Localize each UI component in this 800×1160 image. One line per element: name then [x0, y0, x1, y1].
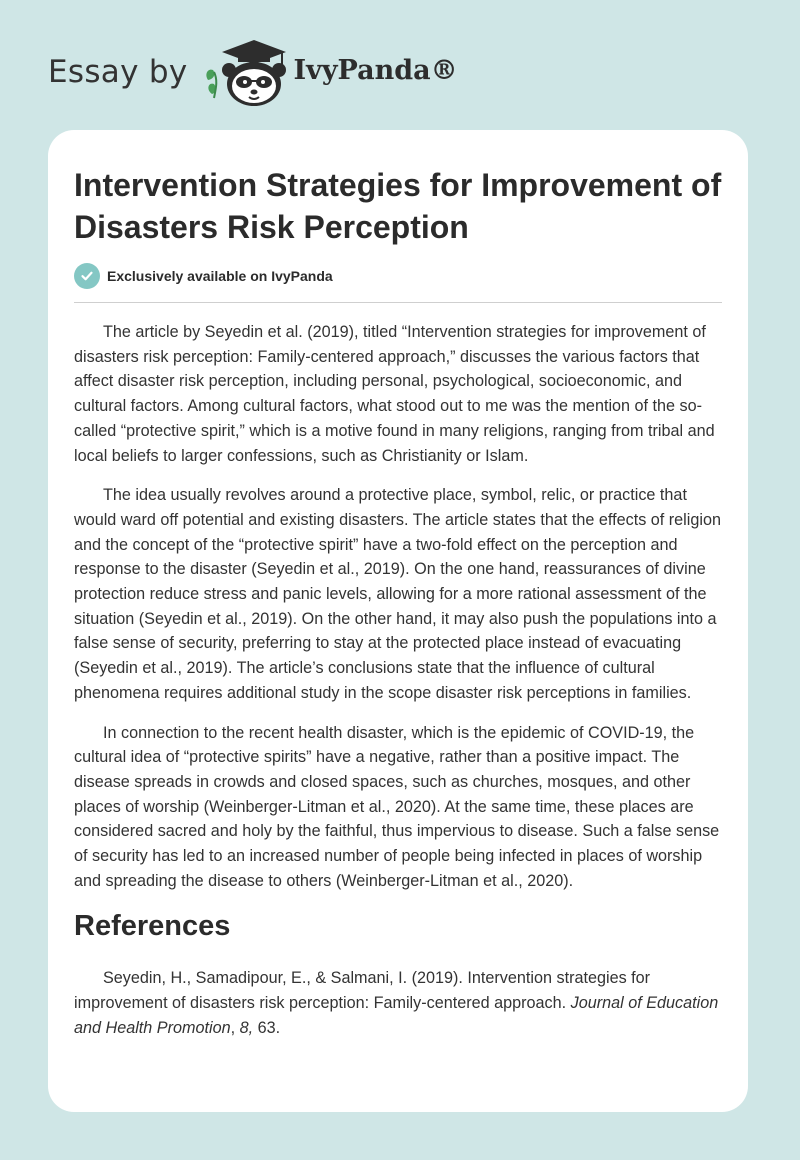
- site-header: [48, 36, 458, 108]
- paragraph-1: The article by Seyedin et al. (2019), titled “Intervention strategies for improvement of disasters risk perception: Family-centered approach,” discusses the various factors that affect disaster risk perception, including personal, psychological, socioeconomic, and cultural factors. Among cultural factors, what stood out to me was the mention of the so-called “protective spirit,” which is a motive found in many religions, ranging from tribal and local beliefs to larger confessions, such as Christianity or Islam.: [74, 323, 715, 465]
- reference-text: Seyedin, H., Samadipour, E., & Salmani, I. (2019). Intervention strategies for improvement of disasters risk perception: Family-centered approach.: [74, 969, 651, 1013]
- exclusive-label: Exclusively available on IvyPanda: [107, 268, 333, 284]
- paragraph-3: In connection to the recent health disaster, which is the epidemic of COVID-19, the cultural idea of “protective spirits” have a negative, rather than a positive impact. The disease spreads in crowds and closed spaces, such as churches, mosques, and other places of worship (Weinberger-Litman et al., 2020). At the same time, these places are considered sacred and holy by the faithful, thus impervious to disease. Such a false sense of security has led to an increased number of people being infected in places of worship and spreading the disease to others (Weinberger-Litman et al., 2020).: [74, 723, 720, 890]
- divider: [74, 302, 722, 303]
- reference-sep: ,: [230, 1018, 240, 1037]
- paragraph-2: The idea usually revolves around a protective place, symbol, relic, or practice that would ward off potential and existing disasters. The article states that the effects of religion and the concept of the “protective spirit” have a two-fold effect on the perception and response to the disaster (Seyedin et al., 2019). On the one hand, reassurances of divine protection reduce stress and panic levels, allowing for a more rational assessment of the situation (Seyedin et al., 2019). On the other hand, it may also push the populations into a false sense of security, preferring to stay at the protected place instead of evacuating (Seyedin et al., 2019). The article’s conclusions state that the influence of cultural phenomena requires additional study in the scope disaster risk perceptions in families.: [74, 486, 721, 702]
- reference-journal: Journal of Education and Health Promotion: [74, 994, 719, 1037]
- essay-body: [74, 320, 724, 1056]
- check-icon: [74, 263, 100, 289]
- page-title: Intervention Strategies for Improvement of Disasters Risk Perception: [74, 167, 722, 245]
- essay-card: [48, 130, 748, 1112]
- reference-volume: 8,: [239, 1018, 254, 1037]
- essay-by-label: Essay by: [48, 54, 188, 90]
- reference-pages: 63.: [253, 1018, 281, 1037]
- references-heading: References: [74, 910, 231, 943]
- reference-entry: [74, 966, 724, 1040]
- exclusive-badge: [74, 263, 333, 289]
- panda-logo-icon[interactable]: [202, 36, 290, 108]
- brand-name[interactable]: IvyPanda®: [293, 54, 458, 86]
